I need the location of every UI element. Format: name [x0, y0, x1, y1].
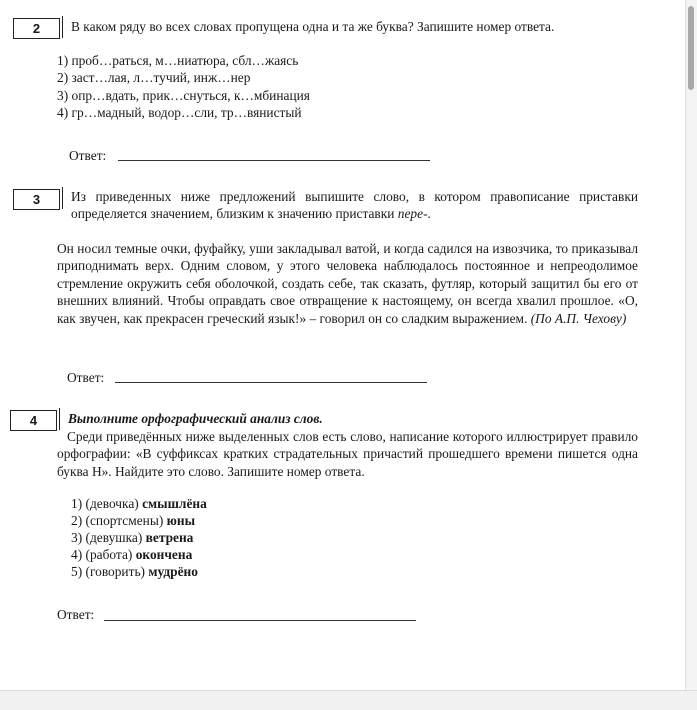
- task-2-option: 1) проб…раться, м…ниатюра, сбл…жаясь: [57, 53, 299, 68]
- task-4-answer-label: Ответ:: [57, 607, 95, 622]
- option-prefix: 3) (девушка): [71, 530, 143, 545]
- option-word: ветрена: [145, 530, 194, 545]
- task-2-divider: [62, 16, 63, 38]
- task-3-question-text: Из приведенных ниже предложений выпишите слово, в котором правописание приставки определяется значением, близким к значению приставки: [71, 189, 638, 222]
- task-3-question: [71, 188, 638, 223]
- option-prefix: 5) (говорить): [71, 564, 146, 579]
- option-prefix: 2) (спортсмены): [71, 513, 164, 528]
- task-3-passage-text: Он носил темные очки, фуфайку, уши закладывал ватой, и когда садился на извозчика, то приказывал приподнимать верх. Одним словом, у этого человека наблюдалось постоянное и непреодолимое стремление окружить себя оболочкой, создать себе, так сказать, футляр, который защитил бы его от внешних влияний. Чтобы оправдать свое отвращение к настоящему, он всегда хвалил прошлое. «О, как звучен, как прекрасен греческий язык!» – говорил он со сладким выражением.: [57, 241, 638, 326]
- task-2-number: 2: [13, 18, 60, 39]
- scrollbar-thumb[interactable]: [688, 6, 694, 90]
- horizontal-scrollbar[interactable]: [0, 690, 697, 710]
- task-2-answer-line[interactable]: [118, 160, 430, 161]
- task-4-divider: [59, 408, 60, 430]
- task-3-question-prefix: пере-: [397, 206, 428, 222]
- task-2-option: 2) заст…лая, л…тучий, инж…нер: [57, 70, 251, 85]
- task-4-title-text: Выполните орфографический анализ слов.: [68, 411, 323, 426]
- task-3-answer-label: Ответ:: [67, 370, 105, 385]
- task-2-question: В каком ряду во всех словах пропущена одна и та же буква? Запишите номер ответа.: [71, 19, 555, 34]
- task-2-answer-label: Ответ:: [69, 148, 107, 163]
- task-2-option: 3) опр…вдать, прик…снуться, к…мбинация: [57, 88, 310, 103]
- option-prefix: 1) (девочка): [71, 496, 139, 511]
- task-3-number: 3: [13, 189, 60, 210]
- task-3-question-end: .: [427, 206, 431, 222]
- option-word: юны: [166, 513, 196, 528]
- task-3-passage-source: (По А.П. Чехову): [530, 310, 627, 326]
- task-4-question: [57, 428, 638, 480]
- task-4-answer-line[interactable]: [104, 620, 416, 621]
- task-3-answer-line[interactable]: [115, 382, 427, 383]
- option-word: мудрёно: [148, 564, 198, 579]
- task-4-option: [71, 495, 207, 512]
- task-4-option: [71, 529, 193, 546]
- task-3-divider: [62, 187, 63, 209]
- task-2-option: 4) гр…мадный, водор…сли, тр…вянистый: [57, 105, 302, 120]
- task-4-option: [71, 563, 198, 580]
- vertical-scrollbar[interactable]: [685, 0, 697, 690]
- task-4-option: [71, 512, 195, 529]
- option-word: окончена: [135, 547, 193, 562]
- task-4-option: [71, 546, 192, 563]
- task-3-passage: [57, 240, 638, 327]
- task-4-question-text: Среди приведённых ниже выделенных слов есть слово, написание которого иллюстрирует правило орфографии: «В суффиксах кратких страдательных причастий прошедшего времени пишется одна буква Н». Найдите это слово. Запишите номер ответа.: [57, 429, 638, 479]
- task-4-number: 4: [10, 410, 57, 431]
- option-word: смышлёна: [142, 496, 207, 511]
- task-4-title: [68, 410, 323, 427]
- option-prefix: 4) (работа): [71, 547, 133, 562]
